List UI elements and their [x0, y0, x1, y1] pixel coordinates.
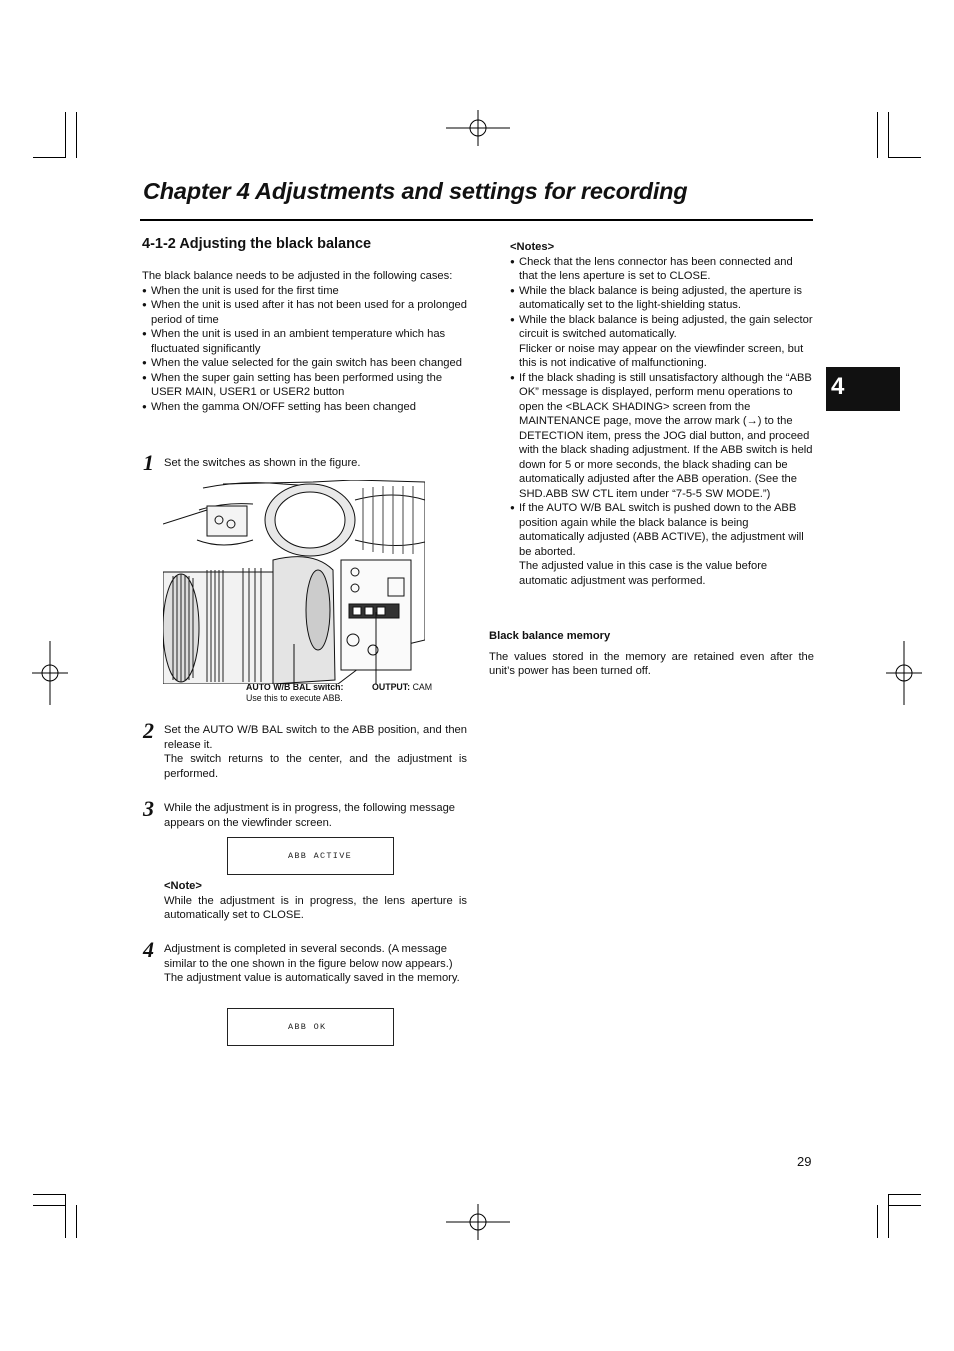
list-item — [142, 356, 467, 371]
list-item-text: When the unit is used after it has not been used for a prolonged period of time — [151, 299, 467, 326]
list-item-body — [519, 313, 814, 371]
caption-abb-title: AUTO W/B BAL switch: — [246, 682, 344, 692]
intro-text: The black balance needs to be adjusted in the following cases: — [142, 270, 453, 282]
step-text: The switch returns to the center, and the adjustment is performed. — [164, 753, 467, 780]
bullet-icon: ● — [142, 372, 147, 382]
list-item-text: If the black shading is still unsatisfactory although the “ABB OK” message is displayed, perform menu operations to open the <BLACK SHADING> screen from the MAINTENANCE page, move the arrow mark (→) to the DETECTION item, press the JOG dial button, and proceed with the black shading adjustment. If the ABB switch is held down for 5 or more seconds, the black shading can be automatically adjusted after the ABB operation. (See the SHD.ABB SW CTL item under “7-5-5 SW MODE.”) — [519, 371, 813, 500]
bullet-icon: ● — [142, 358, 147, 367]
bullet-icon: ● — [510, 503, 515, 512]
list-item — [142, 298, 467, 327]
bullet-icon: ● — [510, 285, 515, 295]
bullet-icon: ● — [142, 300, 147, 309]
list-item — [142, 400, 467, 415]
note-heading: <Note> — [164, 880, 202, 892]
viewfinder-display — [227, 1008, 394, 1046]
caption-output-title: OUTPUT: — [372, 682, 411, 692]
camera-illustration — [163, 480, 425, 684]
figure-caption-abb — [246, 682, 343, 704]
list-item — [510, 255, 814, 284]
case-list — [142, 284, 467, 415]
notes-heading: <Notes> — [510, 241, 555, 253]
memory-block — [489, 629, 814, 679]
list-item — [142, 371, 467, 400]
chapter-title: Chapter 4 Adjustments and settings for recording — [143, 178, 688, 204]
list-item-extra: Flicker or noise may appear on the viewfinder screen, but this is not indicative of malfunctioning. — [519, 342, 804, 369]
list-item — [510, 313, 814, 371]
caption-output-text: CAM — [410, 682, 433, 692]
step-number: 4 — [143, 937, 154, 962]
step-text: Set the AUTO W/B BAL switch to the ABB position, and then release it. — [164, 724, 467, 751]
list-item — [510, 284, 814, 313]
viewfinder-display — [227, 837, 394, 875]
intro-block — [142, 269, 467, 414]
list-item-text: While the black balance is being adjusted, the gain selector circuit is switched automatically. — [519, 313, 813, 340]
list-item-text: When the unit is used for the first time — [151, 284, 339, 297]
list-item — [510, 371, 814, 502]
display-message: ABB ACTIVE — [288, 851, 353, 861]
figure-caption-output — [372, 682, 432, 693]
step-text: Set the switches as shown in the figure. — [164, 457, 361, 469]
chapter-tab — [826, 367, 900, 411]
bullet-icon: ● — [142, 329, 147, 338]
list-item-text: When the unit is used in an ambient temperature which has fluctuated significantly — [151, 328, 446, 355]
display-message: ABB OK — [288, 1022, 327, 1032]
bullet-icon: ● — [510, 372, 515, 382]
registration-mark-right-icon — [886, 641, 922, 705]
list-item — [142, 327, 467, 356]
step-number: 3 — [143, 796, 154, 821]
list-item-body — [519, 501, 814, 588]
list-item — [142, 284, 467, 299]
step-text: Adjustment is completed in several seconds. (A message similar to the one shown in the figure below now appears.) The adjustment value is automatically saved in the memory. — [164, 943, 460, 984]
list-item-text: When the value selected for the gain switch has been changed — [151, 357, 462, 369]
bullet-icon: ● — [142, 285, 147, 295]
notes-list — [510, 255, 814, 589]
title-rule — [140, 219, 813, 221]
notes-block — [510, 240, 814, 588]
list-item-text: While the black balance is being adjusted, the aperture is automatically set to the light-shielding status. — [519, 284, 802, 311]
bullet-icon: ● — [510, 314, 515, 324]
chapter-tab-label: 4 — [831, 373, 845, 400]
list-item-extra: The adjusted value in this case is the value before automatic adjustment was performed. — [519, 560, 768, 587]
page-number: 29 — [797, 1154, 812, 1169]
note-text: While the adjustment is in progress, the lens aperture is automatically set to CLOSE. — [164, 894, 467, 921]
step-number: 2 — [143, 718, 154, 743]
step-text-block — [164, 723, 467, 781]
list-item — [510, 501, 814, 588]
list-item-text: If the AUTO W/B BAL switch is pushed down to the ABB position again while the black balance is being automatically adjusted (ABB ACTIVE), the adjustment will be aborted. — [519, 502, 804, 558]
step-number: 1 — [143, 450, 154, 475]
bullet-icon: ● — [142, 401, 147, 411]
note-block — [164, 879, 467, 923]
caption-abb-text: Use this to execute ABB. — [246, 693, 343, 703]
registration-mark-bottom-icon — [446, 1204, 510, 1240]
bullet-icon: ● — [510, 256, 515, 266]
list-item-text: Check that the lens connector has been connected and that the lens aperture is set to CLOSE. — [519, 255, 793, 282]
list-item-text: When the gamma ON/OFF setting has been changed — [151, 400, 416, 413]
list-item-text: When the super gain setting has been performed using the USER MAIN, USER1 or USER2 button — [151, 371, 443, 398]
step-text: While the adjustment is in progress, the following message appears on the viewfinder screen. — [164, 802, 456, 829]
section-heading: 4-1-2 Adjusting the black balance — [142, 236, 372, 252]
memory-heading: Black balance memory — [489, 630, 611, 642]
registration-mark-left-icon — [32, 641, 68, 705]
memory-text: The values stored in the memory are retained even after the unit’s power has been turned off. — [489, 650, 814, 677]
registration-mark-top-icon — [446, 110, 510, 146]
